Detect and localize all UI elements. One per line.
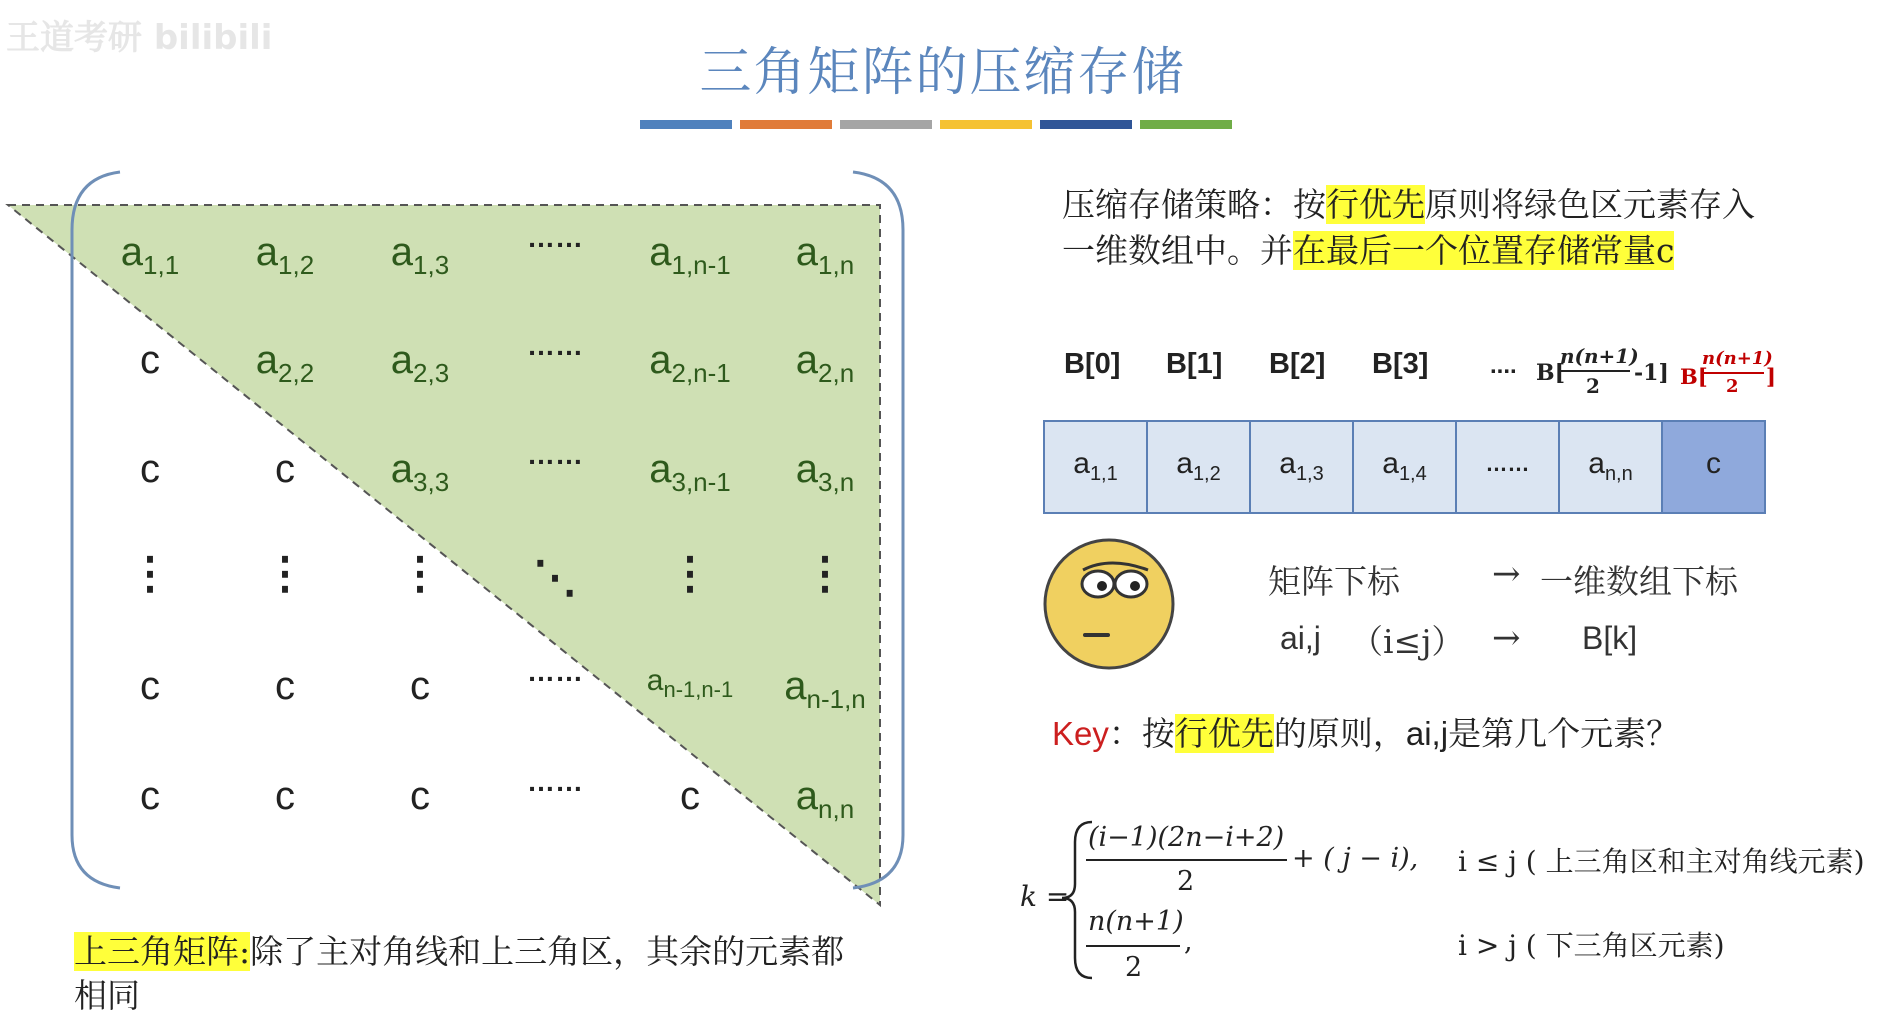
index-label-b0: B[0]: [1064, 348, 1121, 380]
key-label: Key: [1052, 715, 1109, 752]
matrix-cell: $a_{n,n}$: [795, 774, 855, 824]
matrix-cell: ……: [527, 439, 583, 470]
matrix-cell: $a_{1,1}$: [120, 230, 180, 280]
formula-case1-condition: i ≤ j ( 上三角区和主对角线元素): [1458, 845, 1865, 878]
array-cell-label: $a_{1,3}$: [1279, 447, 1324, 485]
matrix-cell: ⋮: [398, 549, 442, 598]
matrix-cell: c: [140, 774, 160, 818]
formula-case1-tail: + ( j − i),: [1292, 843, 1419, 874]
mapping-arrow-2: →: [1492, 618, 1521, 658]
key-rest-1: 的原则，: [1273, 714, 1406, 753]
array-cell-label: $a_{1,4}$: [1382, 447, 1427, 485]
key-question: [1052, 708, 1679, 759]
strategy-part-1: 压缩存储策略：按: [1062, 185, 1326, 224]
matrix-cell: ……: [527, 656, 583, 687]
index-label-b2: B[2]: [1269, 348, 1326, 380]
mapping-from: 矩阵下标: [1268, 562, 1400, 601]
strategy-part-2: 原则将绿色区元素存入一维数组中。并: [1062, 185, 1755, 270]
color-bar: [640, 120, 732, 129]
matrix-cell: $a_{2,n-1}$: [649, 338, 731, 388]
formula-case2-numerator: n(n+1): [1088, 906, 1184, 937]
matrix-cell: $a_{n-1,n}$: [784, 664, 866, 714]
color-bar: [940, 120, 1032, 129]
matrix-cell: ……: [527, 330, 583, 361]
color-bar: [1140, 120, 1232, 129]
matrix-cell: ⋮: [668, 549, 712, 598]
index-label-b3: B[3]: [1372, 348, 1429, 380]
matrix-cell: $a_{3,n-1}$: [649, 447, 731, 497]
mapping-condition: （i≤j）: [1350, 622, 1465, 661]
page-title: 三角矩阵的压缩存储: [699, 43, 1186, 103]
matrix-cell: c: [275, 664, 295, 708]
mapping-to: 一维数组下标: [1540, 562, 1738, 601]
strategy-highlight-store-c: 在最后一个位置存储常量c: [1293, 231, 1675, 270]
matrix-cell: c: [140, 447, 160, 491]
matrix-cell: $a_{2,3}$: [390, 338, 450, 388]
matrix-cell: ⋮: [263, 549, 307, 598]
definition-highlight: 上三角矩阵:: [74, 932, 251, 971]
color-bar: [740, 120, 832, 129]
matrix-cell: c: [410, 774, 430, 818]
array-cell-label: $a_{1,2}$: [1176, 447, 1221, 485]
thinking-face-icon: [1045, 540, 1173, 668]
matrix-cell: c: [680, 774, 700, 818]
array-cell-label: $a_{n,n}$: [1588, 447, 1633, 485]
matrix-cell: ⋮: [128, 549, 172, 598]
formula-case1-denominator: 2: [1177, 866, 1195, 897]
matrix-cell: $a_{1,n}$: [795, 230, 855, 280]
definition-text: 除了主对角线和上三角区，其余的元素都相同: [74, 932, 845, 1015]
array-cell-label: $a_{1,1}$: [1073, 447, 1118, 485]
index-label-ellipsis: ....: [1490, 352, 1517, 379]
matrix-cell: ……: [527, 222, 583, 253]
matrix-cell: ⋱: [533, 553, 577, 602]
title-color-bars: [640, 120, 1232, 129]
mapping-target: B[k]: [1582, 620, 1638, 656]
matrix-cell: $a_{3,3}$: [390, 447, 450, 497]
matrix-cell: $a_{n-1,n-1}$: [646, 664, 734, 702]
mapping-element: ai,j: [1280, 620, 1321, 656]
matrix-cell: $a_{1,2}$: [255, 230, 315, 280]
slide: 王道考研 bilibili 三角矩阵的压缩存储 $a_{1,1}$ $a_{1,2}$ $a_{1,3}$ …… $a_{1,n-1}$ $a_{1,n}$ c $a_{2,2}$ $a_{2,3}$ …… $a_{2,n-1}$ $a_{2,n}$ c c $a_{3,3}$ …… $a_{3,n-1}$ $a_{3,n}$ ⋮ ⋮ ⋮ ⋱ ⋮ ⋮ c c c …… $a_{n-1,n-1}$ $a_{n-1,n}$ c c c …… c $a_{n,n}$ 压缩存储策略：按行优先原则将绿色区元素存入一维数组中。并在最后一个位置存储常量c B[0] B[1] B[2] B[3] .... B[ n(n+1) 2 -1] B[ n(n+1) 2 ] $a_{1,1}$ $a_{1,2}$ $a_{1,3}$ $a_{1,4}$ …… $a_{n,n}$ c 矩阵下标 → 一维数组下标 ai,j （i≤j） → B[k] Key：按行优先的原则，ai,j是第几个元素？ k = (i−1)(2n−i+2) 2 + ( j − i), i ≤ j ( 上三角区和主对角线元素) n(n+1) 2 , i > j ( 下三角区元素) 上三角矩阵:除了主对角线和上三角区，其余的元素都相同: [0, 0, 1885, 1033]
formula-k: k =: [1020, 880, 1070, 913]
matrix-cell: $a_{2,2}$: [255, 338, 315, 388]
matrix-cell: ……: [527, 766, 583, 797]
matrix-cell: $a_{2,n}$: [795, 338, 855, 388]
matrix-cell: c: [140, 664, 160, 708]
matrix-cell: c: [275, 447, 295, 491]
strategy-highlight-row-first: 行优先: [1326, 185, 1425, 224]
strategy-text: [1062, 182, 1782, 274]
array-cell-label: ……: [1485, 451, 1530, 476]
matrix-cell: c: [410, 664, 430, 708]
index-label-b1: B[1]: [1166, 348, 1223, 380]
formula-case2-denominator: 2: [1125, 952, 1143, 983]
matrix-cell: $a_{3,n}$: [795, 447, 855, 497]
watermark: 王道考研 bilibili: [6, 18, 273, 58]
matrix-cell: $a_{1,n-1}$: [649, 230, 731, 280]
color-bar: [840, 120, 932, 129]
mapping-arrow-1: →: [1492, 554, 1521, 594]
key-highlight: 行优先: [1174, 714, 1274, 753]
upper-triangular-definition: [74, 930, 874, 1018]
key-element: ai,j: [1405, 715, 1449, 752]
formula-case2-tail: ,: [1184, 926, 1193, 957]
matrix-cell: $a_{1,3}$: [390, 230, 450, 280]
matrix-cell: ⋮: [803, 549, 847, 598]
formula-case1-numerator: (i−1)(2n−i+2): [1088, 822, 1285, 853]
color-bar: [1040, 120, 1132, 129]
key-rest-2: 是第几个元素？: [1448, 714, 1680, 753]
matrix-cell: c: [275, 774, 295, 818]
array-cell-label: c: [1706, 447, 1721, 480]
formula-case2-condition: i > j ( 下三角区元素): [1458, 929, 1725, 962]
matrix-cell: c: [140, 338, 160, 382]
key-colon: ：按: [1108, 714, 1175, 753]
